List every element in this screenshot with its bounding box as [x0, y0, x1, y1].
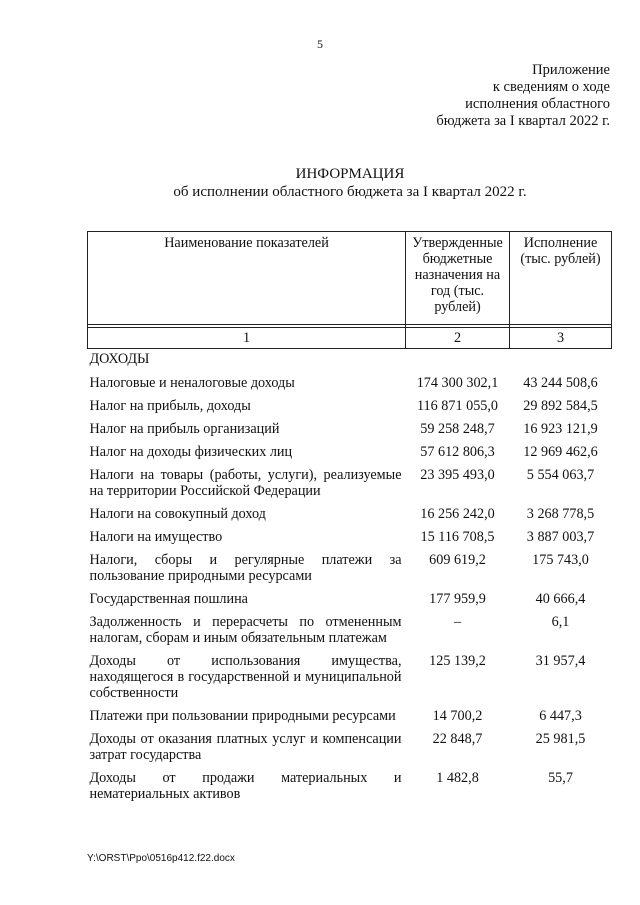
column-number: 1: [88, 328, 406, 349]
table-row: [88, 731, 612, 770]
planned-value: 174 300 302,1: [416, 375, 499, 391]
table-row: [88, 770, 612, 809]
column-number-row: [88, 328, 612, 349]
planned-value: 14 700,2: [432, 708, 483, 724]
planned-value: 59 258 248,7: [420, 421, 495, 437]
indicator-name: Налоги, сборы и регулярные платежи за пользование природными ресурсами: [89, 552, 402, 584]
table-row: [88, 614, 612, 653]
actual-value: 31 957,4: [535, 653, 586, 669]
indicator-name: Доходы от использования имущества, находящегося в государственной и муниципальной собственности: [89, 653, 402, 701]
indicator-name: Государственная пошлина: [89, 591, 248, 607]
section-row: [88, 349, 612, 376]
header-planned: Утвержденные бюджетные назначения на год (тыс. рублей): [406, 232, 510, 325]
page-number: 5: [317, 37, 323, 51]
actual-value: 43 244 508,6: [523, 375, 598, 391]
column-number: 2: [406, 328, 510, 349]
file-path-footer: Y:\ORST\Ppo\0516p412.f22.docx: [87, 853, 235, 864]
indicator-name: Налоги на совокупный доход: [89, 506, 266, 522]
table-row: [88, 552, 612, 591]
actual-value: 40 666,4: [535, 591, 586, 607]
appendix-line: бюджета за I квартал 2022 г.: [436, 113, 610, 129]
planned-value: 1 482,8: [436, 770, 479, 786]
planned-value: 177 959,9: [429, 591, 486, 607]
planned-value: 16 256 242,0: [420, 506, 495, 522]
table-header-row: [88, 232, 612, 325]
title-subtitle: об исполнении областного бюджета за I квартал 2022 г.: [173, 184, 527, 200]
table-row: [88, 591, 612, 614]
planned-value: 15 116 708,5: [420, 529, 495, 545]
indicator-name: Налог на доходы физических лиц: [89, 444, 293, 460]
indicator-name: Налоговые и неналоговые доходы: [89, 375, 295, 391]
table-row: [88, 506, 612, 529]
table-row: [88, 398, 612, 421]
document-title: [0, 165, 640, 201]
actual-value: 25 981,5: [535, 731, 586, 747]
actual-value: 29 892 584,5: [523, 398, 598, 414]
indicator-name: Доходы от оказания платных услуг и компенсации затрат государства: [89, 731, 402, 763]
actual-value: 6,1: [551, 614, 570, 630]
column-number: 3: [510, 328, 612, 349]
indicator-name: Налоги на имущество: [89, 529, 223, 545]
indicator-name: Задолженность и перерасчеты по отмененным налогам, сборам и иным обязательным платежам: [89, 614, 402, 646]
actual-value: 55,7: [548, 770, 573, 786]
table-row: [88, 653, 612, 708]
planned-value: 609 619,2: [429, 552, 486, 568]
indicator-name: Налоги на товары (работы, услуги), реализуемые на территории Российской Федерации: [89, 467, 402, 499]
appendix-note: [350, 62, 610, 130]
table-row: [88, 467, 612, 506]
section-label: ДОХОДЫ: [89, 351, 150, 367]
header-indicator-name: Наименование показателей: [88, 232, 406, 325]
planned-value: 125 139,2: [429, 653, 486, 669]
indicator-name: Налог на прибыль, доходы: [89, 398, 251, 414]
table-row: [88, 421, 612, 444]
actual-value: 175 743,0: [532, 552, 589, 568]
table-row: [88, 529, 612, 552]
table-row: [88, 708, 612, 731]
appendix-line: исполнения областного: [465, 96, 610, 112]
indicator-name: Доходы от продажи материальных и нематериальных активов: [89, 770, 402, 802]
table-row: [88, 375, 612, 398]
actual-value: 6 447,3: [539, 708, 582, 724]
planned-value: –: [453, 614, 462, 630]
indicator-name: Платежи при пользовании природными ресурсами: [89, 708, 396, 724]
actual-value: 3 268 778,5: [526, 506, 595, 522]
title-main: ИНФОРМАЦИЯ: [295, 166, 405, 182]
actual-value: 5 554 063,7: [526, 467, 595, 483]
appendix-line: к сведениям о ходе: [492, 79, 610, 95]
planned-value: 23 395 493,0: [420, 467, 495, 483]
actual-value: 16 923 121,9: [523, 421, 598, 437]
actual-value: 12 969 462,6: [523, 444, 598, 460]
planned-value: 57 612 806,3: [420, 444, 495, 460]
budget-table: [87, 231, 612, 809]
actual-value: 3 887 003,7: [526, 529, 595, 545]
indicator-name: Налог на прибыль организаций: [89, 421, 280, 437]
planned-value: 116 871 055,0: [416, 398, 499, 414]
header-actual: Исполнение (тыс. рублей): [510, 232, 612, 325]
planned-value: 22 848,7: [432, 731, 483, 747]
table-row: [88, 444, 612, 467]
appendix-line: Приложение: [532, 62, 610, 78]
